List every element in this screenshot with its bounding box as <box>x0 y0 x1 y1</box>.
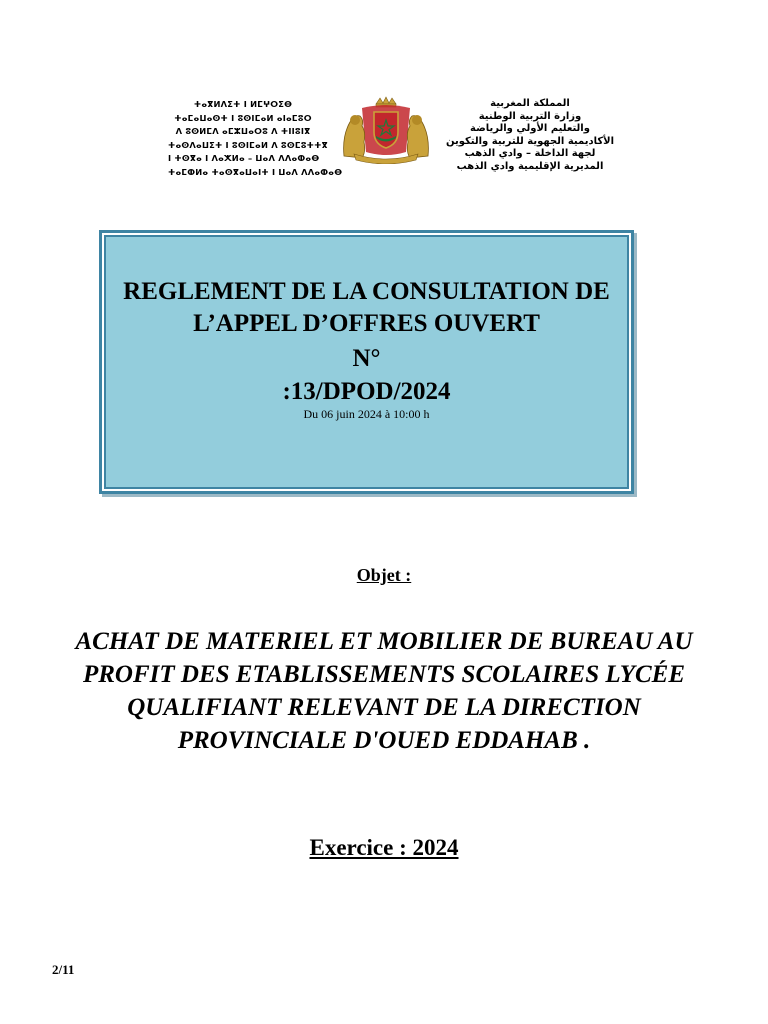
objet-line: PROVINCIALE D'OUED EDDAHAB . <box>177 727 591 754</box>
objet-line: PROFIT DES ETABLISSEMENTS SCOLAIRES LYCÉE <box>82 661 686 688</box>
title-box <box>99 230 634 494</box>
arabic-line: المملكة المغربية <box>490 98 570 109</box>
document-header <box>0 96 768 176</box>
tifinagh-line: ⵜⴰⵎⵀⵍⴰ ⵜⴰⵙⴳⴰⵡⴰⵏⵜ ⵏ ⵡⴰⴷ ⴷⴷⴰⵀⴰⴱ <box>168 166 343 177</box>
tifinagh-line: ⴷ ⵓⵙⵍⵎⴷ ⴰⵎⵣⵡⴰⵔⵓ ⴷ ⵜⵏⵏⵓⵏⴳ <box>175 126 311 137</box>
page-number: 2/11 <box>52 962 75 977</box>
arabic-line: وزارة التربية الوطنية <box>478 110 582 122</box>
title-line-2: L’APPEL D’OFFRES OUVERT <box>193 310 540 337</box>
arabic-line: الأكاديمية الجهوية للتربية والتكوين <box>445 135 615 147</box>
title-line-1: REGLEMENT DE LA CONSULTATION DE <box>123 278 610 305</box>
tifinagh-line: ⵜⴰⵙⴷⴰⵡⵉⵜ ⵏ ⵓⵙⵏⵎⴰⵍ ⴷ ⵓⵙⵎⵓⵜⵜⴳ <box>168 139 328 150</box>
tifinagh-line: ⵜⴰⵎⴰⵡⴰⵙⵜ ⵏ ⵓⵙⵏⵎⴰⵍ ⴰⵏⴰⵎⵓⵔ <box>174 112 312 123</box>
arabic-line: لجهة الداخلة – وادي الذهب <box>464 148 596 159</box>
moroccan-coat-of-arms-icon <box>340 96 432 164</box>
tifinagh-line: ⵏ ⵜⵙⴳⴰ ⵏ ⴷⴰⵅⵍⴰ – ⵡⴰⴷ ⴷⴷⴰⵀⴰⴱ <box>168 153 320 164</box>
arabic-line: والتعليم الأولي والرياضة <box>470 123 590 134</box>
title-number-label: N° <box>352 345 381 372</box>
exercice-year: Exercice : 2024 <box>309 835 459 860</box>
arabic-line: المديرية الإقليمية وادي الذهب <box>456 160 604 172</box>
title-date: Du 06 juin 2024 à 10:00 h <box>303 407 430 421</box>
arabic-header <box>440 98 620 173</box>
tifinagh-header <box>168 98 343 180</box>
objet-line: ACHAT DE MATERIEL ET MOBILIER DE BUREAU AU <box>75 628 693 655</box>
objet-description <box>40 625 728 757</box>
objet-line: QUALIFIANT RELEVANT DE LA DIRECTION <box>127 694 641 721</box>
objet-label: Objet : <box>356 565 412 585</box>
title-reference-number: :13/DPOD/2024 <box>282 378 451 405</box>
tifinagh-line: ⵜⴰⴳⵍⴷⵉⵜ ⵏ ⵍⵎⵖⵔⵉⴱ <box>193 99 293 109</box>
